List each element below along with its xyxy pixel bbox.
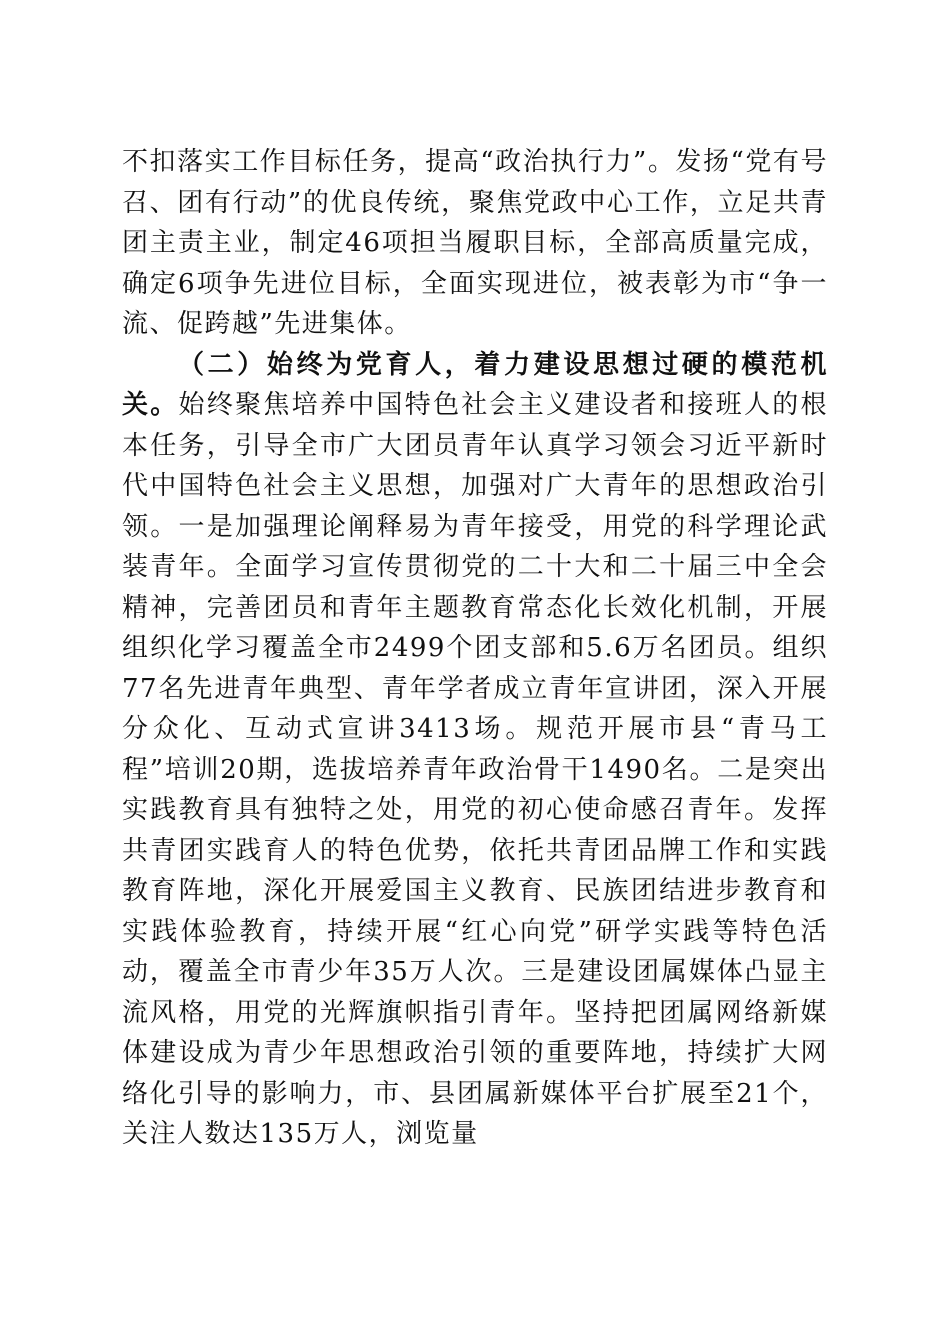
paragraph-1-text: 不扣落实工作目标任务，提高“政治执行力”。发扬“党有号召、团有行动”的优良传统，聚焦党政中心工作，立足共青团主责主业，制定46项担当履职目标，全部高质量完成，确定6项争先进位目标，全面实现进位，被表彰为市“争一流、促跨越”先进集体。 (122, 147, 828, 339)
section-heading: （二）始终为党育人，着力建设思想过硬的模范机关。 (122, 349, 828, 420)
paragraph-2 (122, 345, 828, 1155)
document-body (122, 142, 828, 1155)
paragraph-2-text: 始终聚焦培养中国特色社会主义建设者和接班人的根本任务，引导全市广大团员青年认真学习领会习近平新时代中国特色社会主义思想，加强对广大青年的思想政治引领。一是加强理论阐释易为青年接受，用党的科学理论武装青年。全面学习宣传贯彻党的二十大和二十届三中全会精神，完善团员和青年主题教育常态化长效化机制，开展组织化学习覆盖全市2499个团支部和5.6万名团员。组织77名先进青年典型、青年学者成立青年宣讲团，深入开展分众化、互动式宣讲3413场。规范开展市县“青马工程”培训20期，选拔培养青年政治骨干1490名。二是突出实践教育具有独特之处，用党的初心使命感召青年。发挥共青团实践育人的特色优势，依托共青团品牌工作和实践教育阵地，深化开展爱国主义教育、民族团结进步教育和实践体验教育，持续开展“红心向党”研学实践等特色活动，覆盖全市青少年35万人次。三是建设团属媒体凸显主流风格，用党的光辉旗帜指引青年。坚持把团属网络新媒体建设成为青少年思想政治引领的重要阵地，持续扩大网络化引导的影响力，市、县团属新媒体平台扩展至21个，关注人数达135万人，浏览量 (122, 390, 828, 1149)
paragraph-1 (122, 142, 828, 345)
